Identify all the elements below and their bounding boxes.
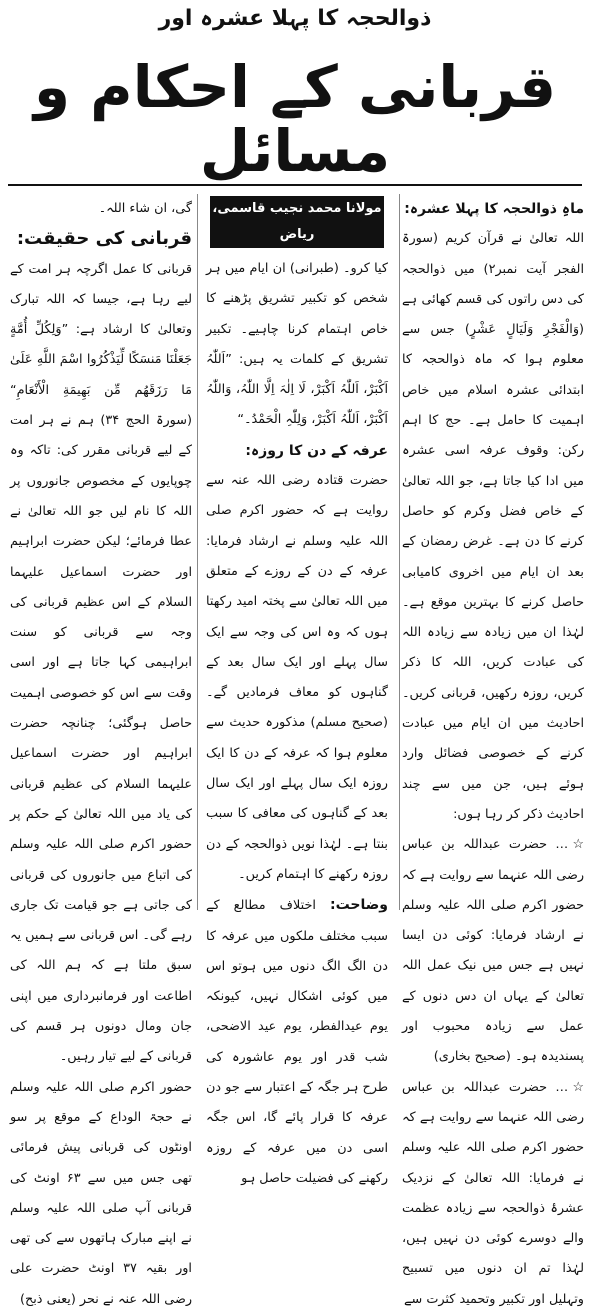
paragraph: ☆… حضرت عبداللہ بن عباس رضی اللہ عنہما سے روایت ہے کہ حضور اکرم صلی اللہ علیہ وسلم نے فرمایا: اللہ تعالیٰ کے نزدیک عشرۂ ذوالحجہ سے زیادہ عظمت والے دوسرے کوئی دن نہیں ہیں، لہٰذا تم ان دنوں میں تسبیح وتہلیل اور تکبیر وتحمید کثرت سے bbox=[402, 1079, 584, 1307]
column-divider-left bbox=[197, 194, 198, 910]
section-heading-dhul-hijjah: ماہِ ذوالحجہ کا پہلا عشرہ: bbox=[404, 201, 584, 217]
paragraph: حضور اکرم صلی اللہ علیہ وسلم نے حجۃ الوداع کے موقع پر سو اونٹوں کی قربانی پیش فرمائی تھی جس میں سے ۶۳ اونٹ کی قربانی آپ صلی اللہ علیہ وسلم نے اپنے مبارک ہاتھوں سے کی تھی اور بقیہ ۳۷ اونٹ حضرت علی رضی اللہ عنہ نے نحر (یعنی ذبح) bbox=[10, 1079, 192, 1307]
paragraph-lead: گی، ان شاء اللہ۔ bbox=[98, 201, 192, 216]
column-divider-right bbox=[399, 194, 400, 910]
paragraph: ☆… حضرت عبداللہ بن عباس رضی اللہ عنہما سے روایت ہے کہ حضور اکرم صلی اللہ علیہ وسلم نے ارشاد فرمایا: کوئی دن ایسا نہیں ہے جس میں نیک عمل اللہ تعالیٰ کے یہاں ان دس دنوں کے عمل سے زیادہ محبوب اور پسندیدہ ہو۔ (صحیح بخاری) bbox=[402, 837, 584, 1065]
author-byline: مولانا محمد نجیب قاسمی، ریاض bbox=[210, 196, 384, 248]
article-kicker: ذوالحجہ کا پہلا عشرہ اور bbox=[158, 6, 432, 31]
paragraph: حضرت قتادہ رضی اللہ عنہ سے روایت ہے کہ حضور اکرم صلی اللہ علیہ وسلم نے ارشاد فرمایا: عرفہ کے دن کے روزے کے متعلق میں اللہ تعالیٰ سے پختہ امید رکھتا ہوں کہ وہ اس کی وجہ سے ایک سال پہلے اور ایک سال بعد کے گناہوں کو معاف فرمادیں گے۔ (صحیح مسلم) مذکورہ حدیث سے معلوم ہوا کہ عرفہ کے دن کا ایک روزہ ایک سال پہلے اور ایک سال بعد کے گناہوں کی معافی کا سبب بنتا ہے۔ لہٰذا نویں ذوالحجہ کے دن روزہ رکھنے کا اہتمام کریں۔ bbox=[206, 473, 388, 882]
article-headline: قربانی کے احکام و مسائل bbox=[33, 53, 557, 185]
note-heading: وضاحت: bbox=[330, 897, 388, 914]
section-heading-arafah-fast: عرفہ کے دن کا روزہ: bbox=[245, 442, 388, 459]
paragraph: اللہ تعالیٰ نے قرآن کریم (سورۃ الفجر آیت نمبر۲) میں ذوالحجہ کی دس راتوں کی قسم کھائی ہے (وَالْفَجْرِ وَلَيَالٍ عَشْرٍ) جس سے معلوم ہوا کہ ماہ ذوالحجہ کا ابتدائی عشرہ اسلام میں خاص اہمیت کا حامل ہے۔ حج کا اہم رکن: وقوف عرفہ اسی عشرہ میں ادا کیا جاتا ہے، جو اللہ تعالیٰ کے خاص فضل وکرم کو حاصل کرنے کا دن ہے۔ غرض رمضان کے بعد ان ایام میں اخروی کامیابی حاصل کرنے کا بہترین موقع ہے۔ لہٰذا ان میں زیادہ سے زیادہ اللہ کی عبادت کریں، اللہ کا ذکر کریں، روزہ رکھیں، قربانی کریں۔ احادیث میں ان ایام میں عبادت کرنے کے خصوصی فضائل وارد ہوئے ہیں، جن میں سے چند احادیث ذکر کر رہا ہوں: bbox=[402, 231, 584, 822]
column-middle bbox=[206, 194, 388, 1186]
paragraph: کیا کرو۔ (طبرانی) ان ایام میں ہر شخص کو تکبیر تشریق پڑھنے کا خاص اہتمام کرنا چاہیے۔ تکبیر تشریق کے کلمات یہ ہیں: ”اَللّٰہُ اَکْبَرْ، اَللّٰہُ اَکْبَرْ، لَا اِلٰہَ اِلَّا اللّٰہُ، وَاللّٰہُ اَکْبَرْ، اَللّٰہُ اَکْبَرْ، وَلِلّٰہِ الْحَمْدُ۔“ bbox=[206, 261, 388, 428]
section-heading-sacrifice-reality: قربانی کی حقیقت: bbox=[16, 228, 192, 250]
note-paragraph bbox=[206, 890, 388, 1194]
paragraph: قربانی کا عمل اگرچہ ہر امت کے لیے رہا ہے، جیسا کہ اللہ تبارک وتعالیٰ کا ارشاد ہے: ”وَلِكُلِّ أُمَّةٍ جَعَلْنَا مَنسَكًا لِّيَذْكُرُوا اسْمَ اللَّهِ عَلَىٰ مَا رَزَقَهُم مِّن بَهِيمَةِ الْأَنْعَامِ“ (سورۃ الحج ۳۴) ہم نے ہر امت کے لیے قربانی مقرر کی: تاکہ وہ چوپایوں کے مخصوص جانوروں پر اللہ کا نام لیں جو اللہ تعالیٰ نے عطا فرمائے؛ لیکن حضرت ابراہیم اور حضرت اسماعیل علیہما السلام کے اس عظیم قربانی کی وجہ سے قربانی کو سنت ابراہیمی کہا جاتا ہے اور اسی وقت سے اس کو خصوصی اہمیت حاصل ہوگئی؛ چنانچہ حضرت ابراہیم اور حضرت اسماعیل علیہما السلام کی عظیم قربانی کی یاد میں اللہ تعالیٰ کے حکم پر حضور اکرم صلی اللہ علیہ وسلم کی اتباع میں جانوروں کی قربانی کی جاتی ہے جو قیامت تک جاری رہے گی۔ اس قربانی سے ہمیں یہ سبق ملتا ہے کہ ہم اللہ کی اطاعت اور فرمانبرداری میں اپنی جان ومال دونوں ہر قسم کی قربانی کے لیے تیار رہیں۔ bbox=[10, 261, 192, 1065]
column-left bbox=[10, 194, 192, 1307]
note-text: اختلاف مطالع کے سبب مختلف ملکوں میں عرفہ کا دن الگ الگ دنوں میں ہوتو اس میں کوئی اشکال نہیں، کیونکہ یوم عیدالفطر، یوم عید الاضحی، شب قدر اور یوم عاشورہ کی طرح ہر جگہ کے اعتبار سے جو دن عرفہ کا قرار پائے گا، اس جگہ اسی دن میں عرفہ کے روزہ رکھنے کی فضیلت حاصل ہو bbox=[206, 898, 388, 1186]
column-right bbox=[402, 194, 584, 1307]
header-divider bbox=[8, 184, 582, 186]
